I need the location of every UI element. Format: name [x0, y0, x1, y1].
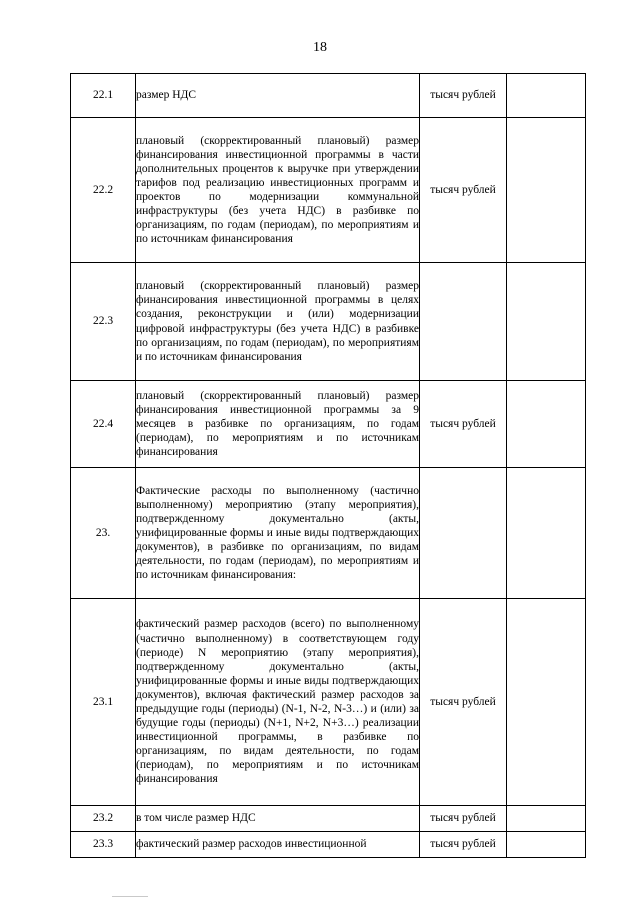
row-description: фактический размер расходов инвестиционной [136, 832, 420, 858]
row-unit [420, 263, 507, 381]
table-row [71, 468, 586, 599]
row-description: фактический размер расходов (всего) по выполненному (частично выполненному) в соответствующем году (периоде) N мероприятию (этапу мероприятия), подтвержденному документально (акты, унифицированные формы и иные виды подтверждающих документов), включая фактический размер расходов за предыдущие годы (периоды) (N-1, N-2, N-3…) и (или) за будущие годы (периоды) (N+1, N+2, N+3…) реализации инвестиционной программы, в разбивке по организациям, по видам деятельности, по годам (периодам), по мероприятиям и по источникам финансирования [136, 599, 420, 806]
row-number: 22.2 [71, 118, 136, 263]
table-row [71, 118, 586, 263]
row-value [507, 118, 586, 263]
row-number: 22.3 [71, 263, 136, 381]
row-unit [420, 468, 507, 599]
page-number: 18 [313, 40, 327, 55]
row-description: Фактические расходы по выполненному (частично выполненному) мероприятию (этапу мероприятия), подтвержденному документально (акты, унифицированные формы и иные виды подтверждающих документов), в разбивке по организациям, по видам деятельности, по годам (периодам), по мероприятиям и по источникам финансирования: [136, 468, 420, 599]
row-number: 23. [71, 468, 136, 599]
row-description: размер НДС [136, 74, 420, 118]
row-number: 22.4 [71, 381, 136, 468]
row-value [507, 263, 586, 381]
row-value [507, 832, 586, 858]
row-unit: тысяч рублей [420, 74, 507, 118]
row-description: в том числе размер НДС [136, 806, 420, 832]
row-value [507, 468, 586, 599]
row-value [507, 74, 586, 118]
row-description: плановый (скорректированный плановый) размер финансирования инвестиционной программы за 9 месяцев в разбивке по организациям, по годам (периодам), по мероприятиям и по источникам финансирования [136, 381, 420, 468]
row-unit: тысяч рублей [420, 118, 507, 263]
scan-artifact-line [112, 896, 148, 897]
row-number: 23.3 [71, 832, 136, 858]
table-row [71, 381, 586, 468]
indicator-table [70, 73, 586, 858]
row-unit: тысяч рублей [420, 599, 507, 806]
table-row [71, 806, 586, 832]
row-unit: тысяч рублей [420, 806, 507, 832]
row-description: плановый (скорректированный плановый) размер финансирования инвестиционной программы в части дополнительных процентов к выручке при утверждении тарифов под реализацию инвестиционных программ и проектов по модернизации коммунальной инфраструктуры (без учета НДС) в разбивке по организациям, по годам (периодам), по мероприятиям и по источникам финансирования [136, 118, 420, 263]
row-unit: тысяч рублей [420, 381, 507, 468]
row-unit: тысяч рублей [420, 832, 507, 858]
row-number: 22.1 [71, 74, 136, 118]
row-number: 23.1 [71, 599, 136, 806]
row-number: 23.2 [71, 806, 136, 832]
table-row [71, 832, 586, 858]
row-value [507, 381, 586, 468]
table-row [71, 263, 586, 381]
table-row [71, 599, 586, 806]
row-value [507, 599, 586, 806]
row-value [507, 806, 586, 832]
row-description: плановый (скорректированный плановый) размер финансирования инвестиционной программы в целях создания, реконструкции и (или) модернизации цифровой инфраструктуры (без учета НДС) в разбивке по организациям, по годам (периодам), по мероприятиям и по источникам финансирования [136, 263, 420, 381]
table-row [71, 74, 586, 118]
